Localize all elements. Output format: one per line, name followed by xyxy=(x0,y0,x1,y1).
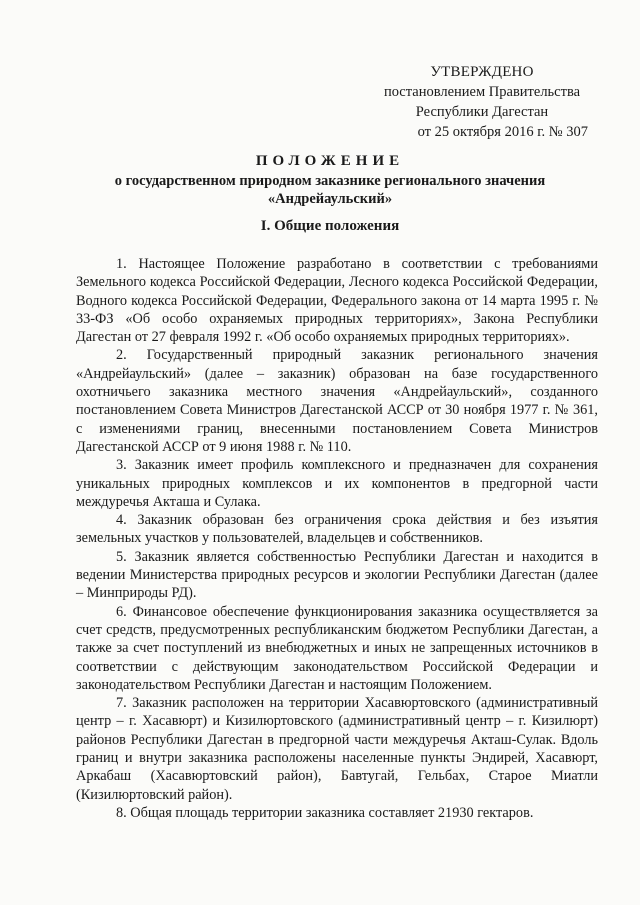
document-type: ПОЛОЖЕНИЕ xyxy=(255,153,405,169)
paragraph-8: 8. Общая площадь территории заказника составляет 21930 гектаров. xyxy=(116,804,534,821)
approval-line-2: Республики Дагестан xyxy=(415,104,549,120)
title-line-1: о государственном природном заказнике регионального значения xyxy=(114,173,546,189)
paragraph-2: 2. Государственный природный заказник регионального значения «Андрейаульский» (далее – заказник) образован на базе государственного охотничьего заказника местного значения «Андрейаульский», созданного постановлением Совета Министров Дагестанской АССР от 30 ноября 1977 г. № 361, с изменениями границ, внесенными постановлением Совета Министров Дагестанской АССР от 9 июня 1988 г. № 110. xyxy=(76,347,598,455)
paragraph-6: 6. Финансовое обеспечение функционирования заказника осуществляется за счет средств, предусмотренных республиканским бюджетом Республики Дагестан, а также за счет поступлений из внебюджетных и иных не запрещенных источников в соответствии с действующим законодательством Российской Федерации и законодательством Республики Дагестан и настоящим Положением. xyxy=(76,603,598,693)
paragraph-4: 4. Заказник образован без ограничения срока действия и без изъятия земельных участков у пользователей, владельцев и собственников. xyxy=(76,512,598,547)
paragraph-3: 3. Заказник имеет профиль комплексного и предназначен для сохранения уникальных природных комплексов и их компонентов в предгорной части междуречья Акташа и Сулака. xyxy=(76,457,598,510)
paragraph-1: 1. Настоящее Положение разработано в соответствии с требованиями Земельного кодекса Российской Федерации, Лесного кодекса Российской Федерации, Водного кодекса Российской Федерации, Федерального закона от 14 марта 1995 г. № 33-ФЗ «Об особо охраняемых природных территориях», Закона Республики Дагестан от 27 февраля 1992 г. «Об особо охраняемых природных территориях». xyxy=(76,256,598,346)
approval-line-1: постановлением Правительства xyxy=(383,84,581,100)
title-line-2: «Андрейаульский» xyxy=(267,191,393,207)
approval-stamp: УТВЕРЖДЕНО xyxy=(430,64,534,80)
document-title xyxy=(60,150,600,208)
section-heading: I. Общие положения xyxy=(260,218,400,234)
document-body xyxy=(76,255,598,822)
approval-date: от 25 октября 2016 г. № 307 xyxy=(417,124,588,140)
paragraph-7: 7. Заказник расположен на территории Хасавюртовского (административный центр – г. Хасавюрт) и Кизилюртовского (административный центр – г. Кизилюрт) районов Республики Дагестан в предгорной части междуречья Акташ-Сулак. Вдоль границ и внутри заказника расположены населенные пункты Эндирей, Хасавюрт, Аркабаш (Хасавюртовский район), Бавтугай, Гельбах, Старое Миатли (Кизилюртовский район). xyxy=(76,695,598,803)
approval-block xyxy=(372,62,592,142)
paragraph-5: 5. Заказник является собственностью Республики Дагестан и находится в ведении Министерства природных ресурсов и экологии Республики Дагестан (далее – Минприроды РД). xyxy=(76,548,598,602)
